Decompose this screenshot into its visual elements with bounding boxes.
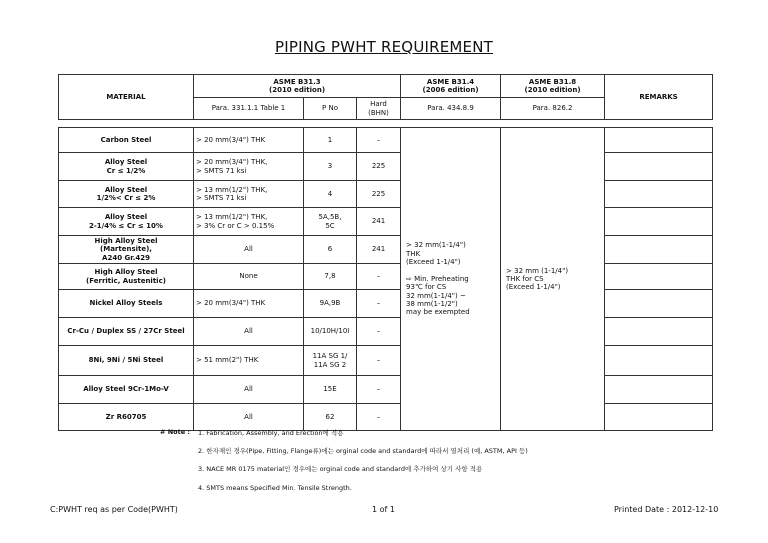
pno-cell: 9A,9B [304,290,357,318]
hardness-cell: 225 [357,181,401,208]
remarks-cell [605,181,713,208]
header-hardness: Hard (BHN) [357,98,401,120]
para-cell: > 51 mm(2") THK [194,346,304,376]
pno-cell: 3 [304,153,357,181]
hardness-cell: – [357,290,401,318]
footer-file-path: C:PWHT req as per Code(PWHT) [50,505,178,514]
table-row [59,181,713,208]
para-cell: > 20 mm(3/4") THK, > SMTS 71 ksi [194,153,304,181]
table-row [59,290,713,318]
material-cell: Alloy Steel 1/2%< Cr ≤ 2% [59,181,194,208]
material-cell: Alloy Steel Cr ≤ 1/2% [59,153,194,181]
para-cell: All [194,376,304,404]
remarks-cell [605,404,713,431]
remarks-cell [605,264,713,290]
material-cell: High Alloy Steel (Martensite), A240 Gr.429 [59,236,194,264]
remarks-cell [605,346,713,376]
material-cell: Carbon Steel [59,128,194,153]
pno-cell: 62 [304,404,357,431]
table-row [59,153,713,181]
pno-cell: 4 [304,181,357,208]
remarks-cell [605,236,713,264]
pno-cell: 15E [304,376,357,404]
table-row [59,346,713,376]
table-row [59,318,713,346]
hardness-cell: – [357,318,401,346]
remarks-cell [605,290,713,318]
pno-cell: 1 [304,128,357,153]
header-para-b31-4: Para. 434.8.9 [401,98,501,120]
header-asme-b31-3: ASME B31.3 (2010 edition) [194,75,401,98]
header-para-b31-8: Para. 826.2 [501,98,605,120]
header-asme-b31-4: ASME B31.4 (2006 edition) [401,75,501,98]
para-cell: All [194,318,304,346]
pno-cell: 5A,5B, 5C [304,208,357,236]
notes-label: # Note : [160,428,190,436]
para-cell: > 13 mm(1/2") THK, > SMTS 71 ksi [194,181,304,208]
table-row [59,404,713,431]
hardness-cell: 241 [357,208,401,236]
material-cell: Nickel Alloy Steels [59,290,194,318]
hardness-cell: – [357,346,401,376]
table-row [59,376,713,404]
pno-cell: 6 [304,236,357,264]
table-row [59,208,713,236]
remarks-cell [605,318,713,346]
para-cell: > 13 mm(1/2") THK, > 3% Cr or C > 0.15% [194,208,304,236]
header-asme-b31-8: ASME B31.8 (2010 edition) [501,75,605,98]
hardness-cell: – [357,264,401,290]
material-cell: Zr R60705 [59,404,194,431]
para-cell: None [194,264,304,290]
note-item: 1. Fabrication, Assembly, and Erection에 적용 [198,429,344,437]
note-item: 4. SMTS means Specified Min. Tensile Strength. [198,484,352,492]
note-item: 2. 한자재인 경우(Pipe, Fitting, Flange류)에는 orginal code and standard에 따라서 열처리 (예, ASTM, API 등) [198,447,528,455]
table-row [59,128,713,153]
b31-4-requirement: > 32 mm(1-1/4") THK (Exceed 1-1/4") ⇨ Min. Preheating 93℃ for CS 32 mm(1-1/4") ~ 38 mm(1-1/2") may be exempted [401,128,501,431]
material-cell: 8Ni, 9Ni / 5Ni Steel [59,346,194,376]
hardness-cell: 241 [357,236,401,264]
material-cell: High Alloy Steel (Ferritic, Austenitic) [59,264,194,290]
para-cell: > 20 mm(3/4") THK [194,290,304,318]
para-cell: > 20 mm(3/4") THK [194,128,304,153]
remarks-cell [605,128,713,153]
remarks-cell [605,376,713,404]
b31-8-requirement: > 32 mm (1-1/4") THK for CS (Exceed 1-1/4") [501,128,605,431]
pno-cell: 7,8 [304,264,357,290]
header-para-b31-3: Para. 331.1.1 Table 1 [194,98,304,120]
table-row [59,236,713,264]
header-remarks: REMARKS [605,75,713,120]
remarks-cell [605,208,713,236]
header-material: MATERIAL [59,75,194,120]
pwht-table [58,74,713,431]
hardness-cell: – [357,128,401,153]
hardness-cell: – [357,376,401,404]
pno-cell: 11A SG 1/ 11A SG 2 [304,346,357,376]
pno-cell: 10/10H/10I [304,318,357,346]
note-item: 3. NACE MR 0175 material인 경우에는 orginal code and standard에 추가하여 상기 사항 적용 [198,465,483,473]
page-title: PIPING PWHT REQUIREMENT [274,38,494,56]
footer-printed-date: Printed Date : 2012-12-10 [614,505,719,514]
material-cell: Cr-Cu / Duplex SS / 27Cr Steel [59,318,194,346]
footer-page-number: 1 of 1 [372,505,395,514]
material-cell: Alloy Steel 2-1/4% ≤ Cr ≤ 10% [59,208,194,236]
hardness-cell: – [357,404,401,431]
table-row [59,264,713,290]
header-p-no: P No [304,98,357,120]
remarks-cell [605,153,713,181]
para-cell: All [194,236,304,264]
hardness-cell: 225 [357,153,401,181]
para-cell: All [194,404,304,431]
material-cell: Alloy Steel 9Cr-1Mo-V [59,376,194,404]
